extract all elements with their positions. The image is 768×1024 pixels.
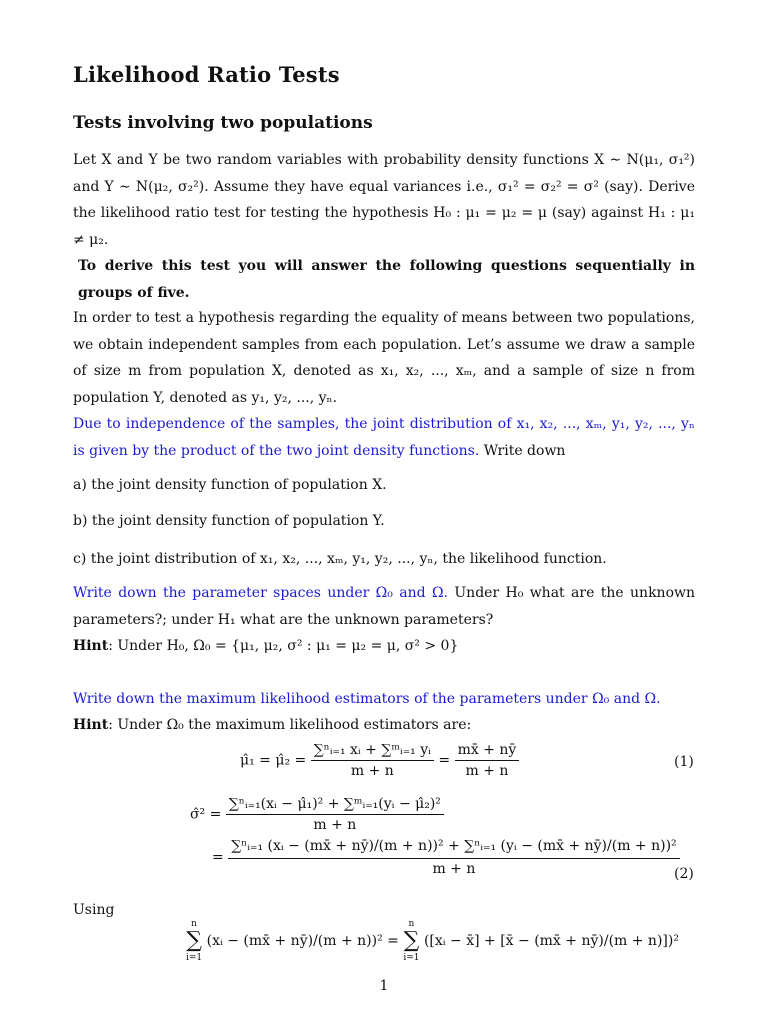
equation-2-number: (2) <box>674 866 694 882</box>
equation-2-numerator-a: ∑ⁿᵢ₌₁(xᵢ − μ̂₁)² + ∑ᵐᵢ₌₁(yᵢ − μ̂₂)² <box>226 796 444 815</box>
sum-lower-limit: i=1 <box>186 953 203 963</box>
equation-2-lhs: σ̂² = <box>190 806 222 823</box>
equation-3-rhs: ([xᵢ − x̄] + [x̄ − (mx̄ + nȳ)/(m + n)])² <box>423 933 679 949</box>
parameter-space-paragraph <box>73 580 695 633</box>
equation-2-denominator-b: m + n <box>432 861 476 877</box>
page-title: Likelihood Ratio Tests <box>73 62 340 87</box>
equation-1-numerator-b: mx̄ + nȳ <box>455 742 520 761</box>
equation-2-denominator-a: m + n <box>313 817 357 833</box>
summation-symbol: n ∑ i=1 <box>403 919 420 963</box>
equation-1-lhs: μ̂₁ = μ̂₂ = <box>240 752 307 769</box>
hint-label: Hint <box>73 638 109 654</box>
parameter-space-black-text: Under H₀ what are the unknown parameters?; under H₁ what are the unknown parameters? <box>73 585 695 628</box>
independence-black-text: Write down <box>479 442 566 459</box>
using-text: Using <box>73 902 115 918</box>
equation-3-lhs: (xᵢ − (mx̄ + nȳ)/(m + n))² <box>206 933 383 949</box>
equation-2-line-2 <box>212 838 680 877</box>
sum-upper-limit: n <box>191 919 197 929</box>
list-item-b: b) the joint density function of population Y. <box>73 513 385 529</box>
hint-mle <box>73 712 695 739</box>
sum-upper-limit: n <box>408 919 415 929</box>
equation-2-fraction-a <box>226 796 444 833</box>
page-number: 1 <box>379 978 389 994</box>
equation-3 <box>186 918 679 964</box>
equals-sign: = <box>438 752 451 769</box>
equals-sign: = <box>387 933 399 949</box>
equation-1-denominator-b: m + n <box>465 763 509 779</box>
parameter-space-blue-text: Write down the parameter spaces under Ω₀ and Ω. <box>73 585 449 601</box>
mle-instruction: Write down the maximum likelihood estimators of the parameters under Ω₀ and Ω. <box>73 691 661 707</box>
equation-2-fraction-b <box>228 838 679 877</box>
equation-1-denominator-a: m + n <box>350 763 394 779</box>
list-item-a: a) the joint density function of population X. <box>73 477 387 493</box>
equation-2-numerator-b: ∑ⁿᵢ₌₁ (xᵢ − (mx̄ + nȳ)/(m + n))² + ∑ⁿᵢ₌₁ (yᵢ − (mx̄ + nȳ)/(m + n))² <box>228 838 679 859</box>
sum-lower-limit: i=1 <box>403 953 420 963</box>
equation-1-numerator-a: ∑ⁿᵢ₌₁ xᵢ + ∑ᵐᵢ₌₁ yᵢ <box>311 742 434 761</box>
equation-2-line-1 <box>190 796 444 833</box>
list-item-c: c) the joint distribution of x₁, x₂, ..., xₘ, y₁, y₂, ..., yₙ, the likelihood function. <box>73 551 607 567</box>
hint-label: Hint <box>73 717 109 733</box>
independence-blue-text: Due to independence of the samples, the joint distribution of x₁, x₂, ..., xₘ, y₁, y₂, ..., yₙ is given by the product of the two joint density functions. <box>73 416 695 459</box>
hint-text: : Under H₀, Ω₀ = {μ₁, μ₂, σ² : μ₁ = μ₂ = μ, σ² > 0} <box>108 638 459 654</box>
equation-1 <box>240 742 519 779</box>
section-heading: Tests involving two populations <box>73 113 373 133</box>
intro-paragraph: Let X and Y be two random variables with probability density functions X ∼ N(μ₁, σ₁²) and Y ∼ N(μ₂, σ₂²). Assume they have equal variances i.e., σ₁² = σ₂² = σ² (say). Derive the likelihood ratio test for testing the hypothesis H₀ : μ₁ = μ₂ = μ (say) against H₁ : μ₁ ≠ μ₂. <box>73 152 695 248</box>
summation-symbol: n ∑ i=1 <box>186 919 203 963</box>
equation-1-number: (1) <box>674 754 694 770</box>
equation-1-fraction-b <box>455 742 520 779</box>
sampling-paragraph: In order to test a hypothesis regarding the equality of means between two populations, we obtain independent samples from each population. Let’s assume we draw a sample of size m from population X, denoted as x₁, x₂, ..., xₘ, and a sample of size n from population Y, denoted as y₁, y₂, ..., yₙ. <box>73 310 695 406</box>
hint-parameter-space <box>73 633 695 660</box>
equals-sign: = <box>212 849 224 866</box>
equation-1-fraction-a <box>311 742 434 779</box>
hint-text: : Under Ω₀ the maximum likelihood estimators are: <box>108 717 472 733</box>
independence-paragraph <box>73 411 695 464</box>
instruction-text: To derive this test you will answer the following questions sequentially in groups of five. <box>78 258 695 301</box>
